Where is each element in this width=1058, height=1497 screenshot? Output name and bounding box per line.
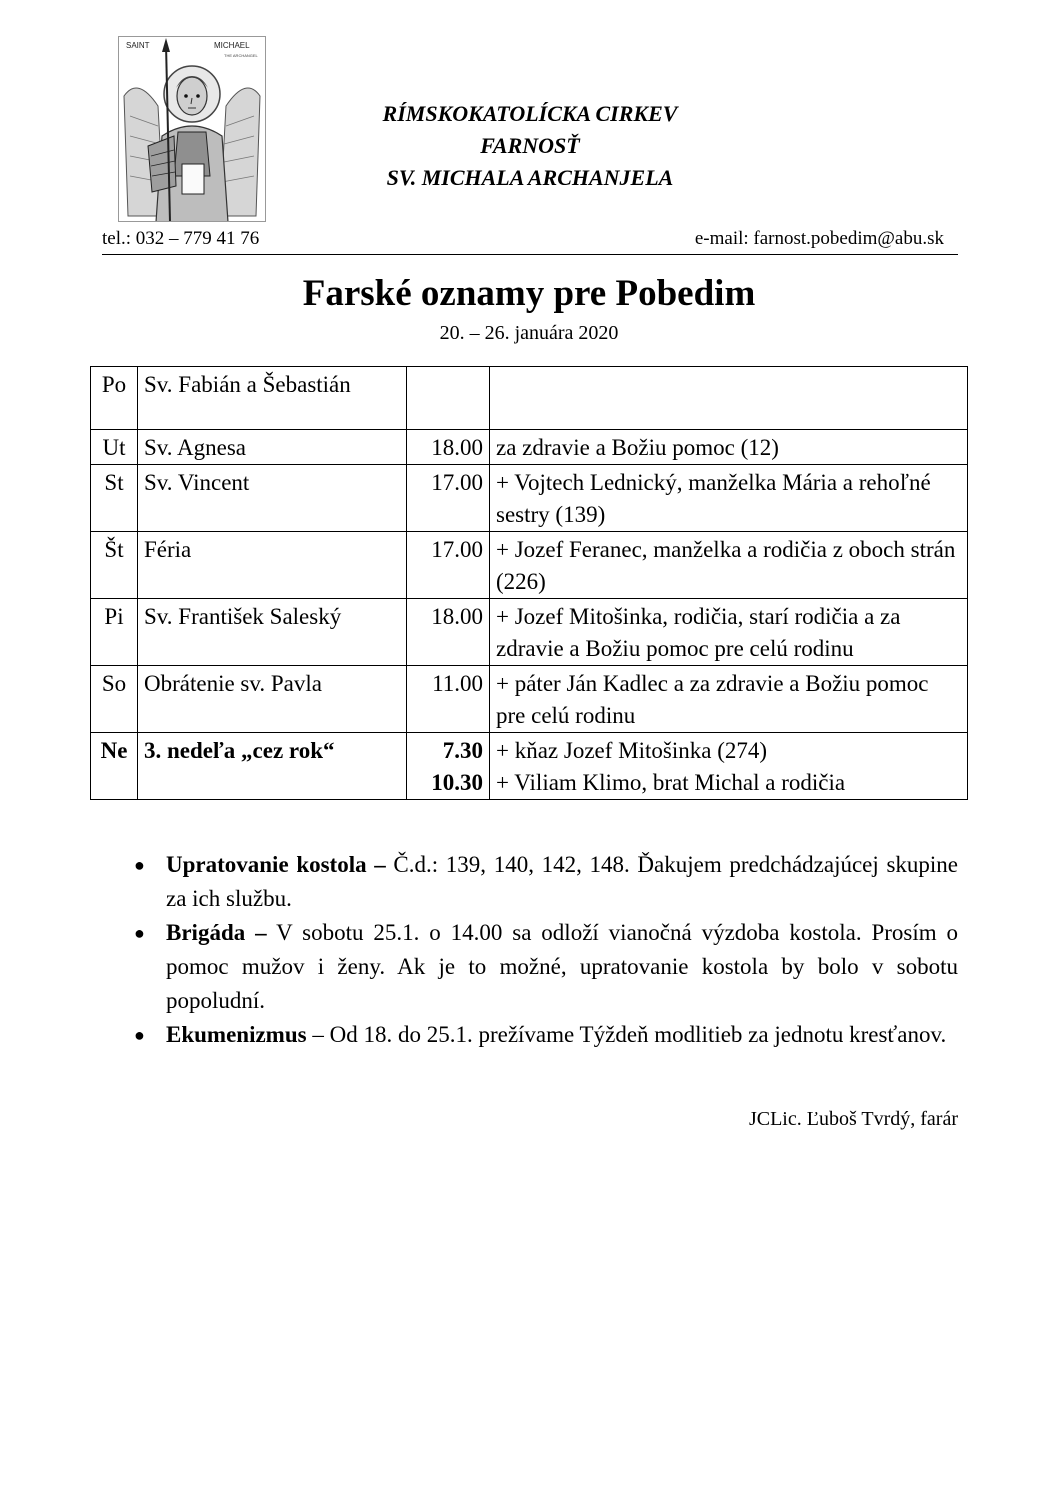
intention-cell: + Vojtech Lednický, manželka Mária a rehoľné sestry (139) — [490, 465, 968, 532]
time-cell: 11.00 — [407, 666, 490, 733]
announcement-text: Č.d.: 139, 140, 142, 148. Ďakujem predchádzajúcej skupine za ich službu. — [166, 852, 958, 911]
mass-schedule-table — [90, 366, 968, 800]
page-title: Farské oznamy pre Pobedim — [302, 273, 756, 314]
saint-cell: Sv. František Saleský — [138, 599, 407, 666]
telephone: tel.: 032 – 779 41 76 — [102, 228, 260, 249]
contact-line — [102, 226, 958, 255]
time-2: 10.30 — [431, 770, 483, 795]
svg-text:SAINT: SAINT — [126, 41, 150, 50]
intention-cell — [490, 733, 968, 800]
intention-2: + Viliam Klimo, brat Michal a rodičia — [496, 770, 846, 795]
table-row — [91, 465, 968, 532]
time-cell: 18.00 — [407, 599, 490, 666]
intention-cell — [490, 367, 968, 430]
intention-cell: + Jozef Mitošinka, rodičia, starí rodičia a za zdravie a Božiu pomoc pre celú rodinu — [490, 599, 968, 666]
announcement-lead: Brigáda – — [166, 920, 267, 945]
list-item — [134, 916, 958, 1018]
table-row — [91, 367, 968, 430]
time-cell: 18.00 — [407, 430, 490, 465]
parish-line-1: RÍMSKOKATOLÍCKA CIRKEV — [382, 101, 678, 126]
table-row — [91, 599, 968, 666]
day-cell: Po — [91, 367, 138, 430]
bullet-icon: ● — [134, 855, 145, 875]
day-cell: Ut — [91, 430, 138, 465]
day-cell: Ne — [91, 733, 138, 800]
svg-text:MICHAEL: MICHAEL — [214, 41, 250, 50]
announcement-text: – Od 18. do 25.1. prežívame Týždeň modlitieb za jednotu kresťanov. — [306, 1022, 947, 1047]
announcements-list — [134, 848, 958, 1052]
saint-cell: Féria — [138, 532, 407, 599]
saint-michael-icon — [118, 36, 266, 222]
day-cell: Pi — [91, 599, 138, 666]
table-row — [91, 666, 968, 733]
intention-cell: + páter Ján Kadlec a za zdravie a Božiu pomoc pre celú rodinu — [490, 666, 968, 733]
signature: JCLic. Ľuboš Tvrdý, farár — [748, 1108, 958, 1130]
email-address: e-mail: farnost.pobedim@abu.sk — [694, 228, 944, 249]
announcement-lead: Ekumenizmus — [166, 1022, 307, 1047]
svg-text:THE ARCHANGEL: THE ARCHANGEL — [224, 53, 258, 58]
list-item — [134, 1018, 958, 1052]
day-cell: So — [91, 666, 138, 733]
announcement-lead: Upratovanie kostola – — [166, 852, 386, 877]
saint-cell: Sv. Vincent — [138, 465, 407, 532]
table-row — [91, 532, 968, 599]
day-cell: Št — [91, 532, 138, 599]
table-row-sunday — [91, 733, 968, 800]
list-item — [134, 848, 958, 916]
saint-cell: Sv. Fabián a Šebastián — [138, 367, 407, 430]
announcement-text: V sobotu 25.1. o 14.00 sa odloží vianočná výzdoba kostola. Prosím o pomoc mužov i ženy. Ak je to možné, upratovanie kostola by bolo v sobotu popoludní. — [166, 920, 959, 1013]
parish-line-3: SV. MICHALA ARCHANJELA — [386, 165, 674, 190]
saint-cell: Sv. Agnesa — [138, 430, 407, 465]
day-cell: St — [91, 465, 138, 532]
intention-cell: + Jozef Feranec, manželka a rodičia z oboch strán (226) — [490, 532, 968, 599]
bullet-icon: ● — [134, 923, 145, 943]
time-cell: 17.00 — [407, 465, 490, 532]
intention-1: + kňaz Jozef Mitošinka (274) — [496, 738, 768, 763]
time-cell: 17.00 — [407, 532, 490, 599]
saint-cell: 3. nedeľa „cez rok“ — [138, 733, 407, 800]
intention-cell: za zdravie a Božiu pomoc (12) — [490, 430, 968, 465]
date-range: 20. – 26. januára 2020 — [439, 322, 619, 344]
parish-name — [290, 98, 770, 194]
time-cell — [407, 367, 490, 430]
time-cell — [407, 733, 490, 800]
time-1: 7.30 — [442, 738, 483, 763]
bullet-icon: ● — [134, 1025, 145, 1045]
table-row — [91, 430, 968, 465]
saint-cell: Obrátenie sv. Pavla — [138, 666, 407, 733]
parish-line-2: FARNOSŤ — [480, 133, 580, 158]
